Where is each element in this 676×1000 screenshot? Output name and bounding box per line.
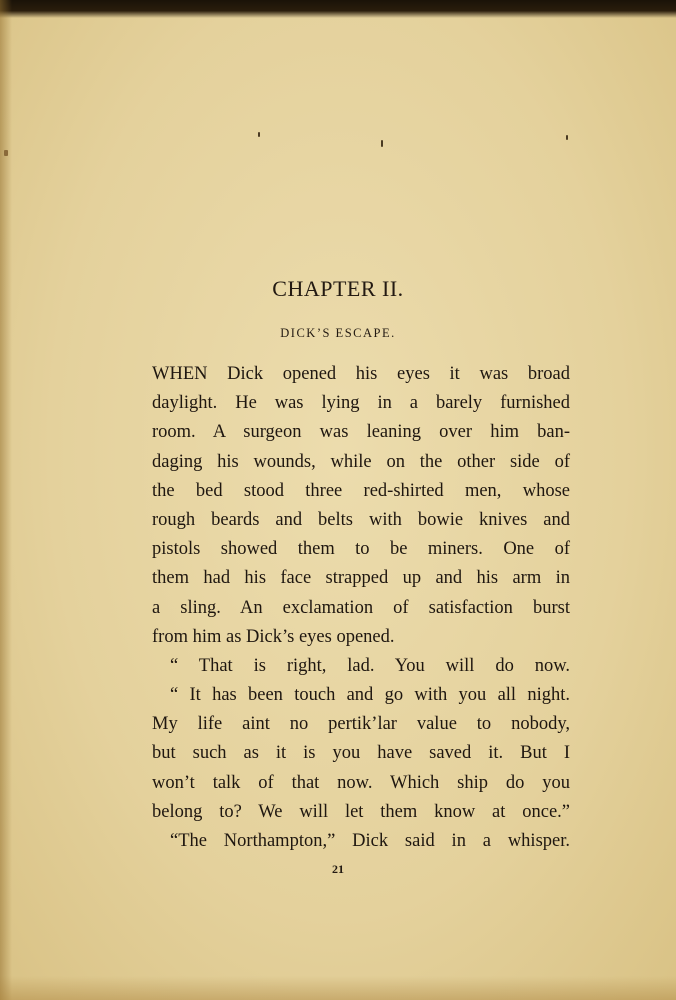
- text-line: “ That is right, lad. You will do now.: [170, 655, 570, 676]
- text-line: “ It has been touch and go with you all night.: [170, 685, 570, 706]
- text-line: the bed stood three red-shirted men, whose: [152, 480, 570, 501]
- page-number: 21: [332, 862, 344, 876]
- text-line: room. A surgeon was leaning over him ban-: [152, 422, 570, 443]
- page-top-edge-shadow: [0, 0, 676, 18]
- chapter-subtitle: DICK’S ESCAPE.: [280, 326, 396, 340]
- paper-speck: [566, 135, 568, 140]
- text-line: daylight. He was lying in a barely furnished: [152, 393, 570, 414]
- text-line: belong to? We will let them know at once.”: [152, 801, 570, 822]
- page-bottom-edge-shadow: [0, 976, 676, 1000]
- chapter-title: CHAPTER II.: [272, 276, 404, 301]
- paper-speck: [381, 140, 383, 147]
- chapter-body: [152, 360, 570, 856]
- text-line: WHEN Dick opened his eyes it was broad: [152, 364, 570, 384]
- text-line: a sling. An exclamation of satisfaction burst: [152, 597, 570, 618]
- text-line: won’t talk of that now. Which ship do you: [152, 772, 570, 793]
- text-line: My life aint no pertik’lar value to nobody,: [152, 714, 570, 735]
- text-line: them had his face strapped up and his arm in: [152, 568, 570, 589]
- paper-speck: [4, 150, 8, 156]
- paper-speck: [258, 132, 260, 137]
- text-line: daging his wounds, while on the other side of: [152, 451, 570, 472]
- text-line: but such as it is you have saved it. But I: [152, 743, 570, 764]
- text-line: pistols showed them to be miners. One of: [152, 539, 570, 560]
- text-line: “The Northampton,” Dick said in a whisper.: [170, 831, 570, 851]
- text-line: rough beards and belts with bowie knives and: [152, 509, 570, 530]
- text-line: from him as Dick’s eyes opened.: [152, 626, 395, 647]
